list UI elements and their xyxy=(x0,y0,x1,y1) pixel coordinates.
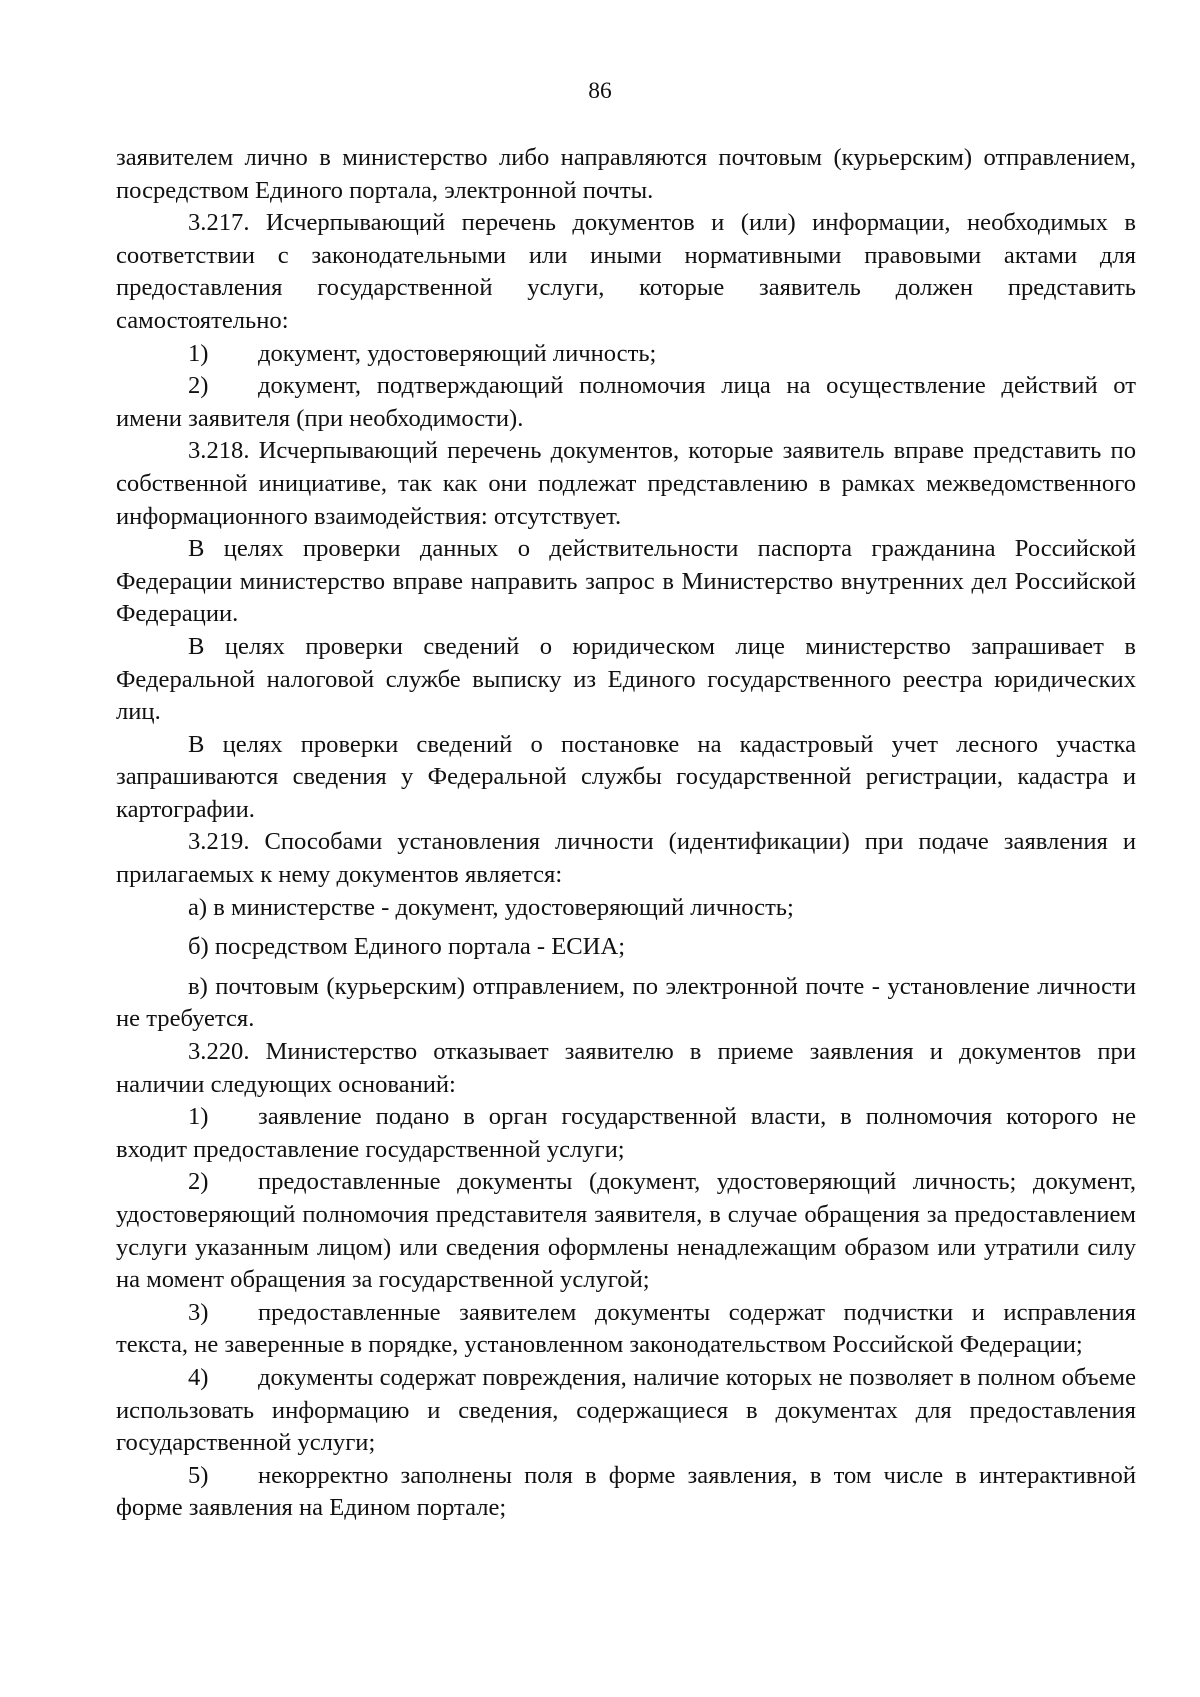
list-item-number: 1) xyxy=(188,1103,209,1131)
document-body xyxy=(116,142,1136,1525)
list-item xyxy=(116,1460,1136,1525)
paragraph: заявителем лично в министерство либо направляются почтовым (курьерским) отправлением, посредством Единого портала, электронной почты. xyxy=(116,144,1136,204)
list-item-text: документ, подтверждающий полномочия лица на осуществление действий от имени заявителя (при необходимости). xyxy=(116,372,1136,432)
paragraph: В целях проверки данных о действительности паспорта гражданина Российской Федерации министерство вправе направить запрос в Министерство внутренних дел Российской Федерации. xyxy=(116,535,1136,628)
paragraph: 3.219. Способами установления личности (идентификации) при подаче заявления и прилагаемых к нему документов является: xyxy=(116,828,1136,889)
list-item xyxy=(116,1297,1136,1362)
paragraph: В целях проверки сведений о юридическом лице министерство запрашивает в Федеральной налоговой службе выписку из Единого государственного реестра юридических лиц. xyxy=(116,632,1136,726)
paragraph: 3.220. Министерство отказывает заявителю в приеме заявления и документов при наличии следующих оснований: xyxy=(116,1038,1136,1098)
list-item-number: 2) xyxy=(188,372,209,400)
list-item-text: заявление подано в орган государственной власти, в полномочия которого не входит предоставление государственной услуги; xyxy=(116,1103,1136,1163)
list-item-text: некорректно заполнены поля в форме заявления, в том числе в интерактивной форме заявления на Едином портале; xyxy=(116,1461,1136,1522)
list-item-text: предоставленные документы (документ, удостоверяющий личность; документ, удостоверяющий полномочия представителя заявителя, в случае обращения за предоставлением услуги указанным лицом) или сведения оформлены ненадлежащим образом или утратили силу на момент обращения за государственной услугой; xyxy=(116,1168,1136,1294)
paragraph: В целях проверки сведений о постановке на кадастровый учет лесного участка запрашиваются сведения у Федеральной службы государственной регистрации, кадастра и картографии. xyxy=(116,730,1136,823)
paragraph: в) почтовым (курьерским) отправлением, по электронной почте - установление личности не требуется. xyxy=(116,972,1136,1033)
list-item-text: документы содержат повреждения, наличие которых не позволяет в полном объеме использовать информацию и сведения, содержащиеся в документах для предоставления государственной услуги; xyxy=(116,1363,1136,1457)
paragraph: 3.218. Исчерпывающий перечень документов, которые заявитель вправе представить по собственной инициативе, так как они подлежат представлению в рамках межведомственного информационного взаимодействия: отсутствует. xyxy=(116,437,1136,530)
list-item xyxy=(116,1166,1136,1296)
list-item-number: 2) xyxy=(188,1168,209,1196)
list-item xyxy=(116,338,1136,371)
paragraph: а) в министерстве - документ, удостоверяющий личность; xyxy=(188,893,794,921)
list-item-number: 5) xyxy=(188,1461,209,1489)
list-item xyxy=(116,1362,1136,1460)
paragraph: б) посредством Единого портала - ЕСИА; xyxy=(188,933,626,961)
list-item-number: 3) xyxy=(188,1298,209,1326)
paragraph: 3.217. Исчерпывающий перечень документов и (или) информации, необходимых в соответствии с законодательными или иными нормативными правовыми актами для предоставления государственной услуги, которые заявитель должен представить самостоятельно: xyxy=(116,209,1136,334)
list-item-text: предоставленные заявителем документы содержат подчистки и исправления текста, не заверенные в порядке, установленном законодательством Российской Федерации; xyxy=(116,1298,1136,1359)
list-item xyxy=(116,1101,1136,1166)
list-item-number: 4) xyxy=(188,1363,209,1391)
list-item-text: документ, удостоверяющий личность; xyxy=(258,339,657,367)
list-item xyxy=(116,370,1136,435)
page-number: 86 xyxy=(588,78,612,104)
list-item-number: 1) xyxy=(188,339,209,367)
